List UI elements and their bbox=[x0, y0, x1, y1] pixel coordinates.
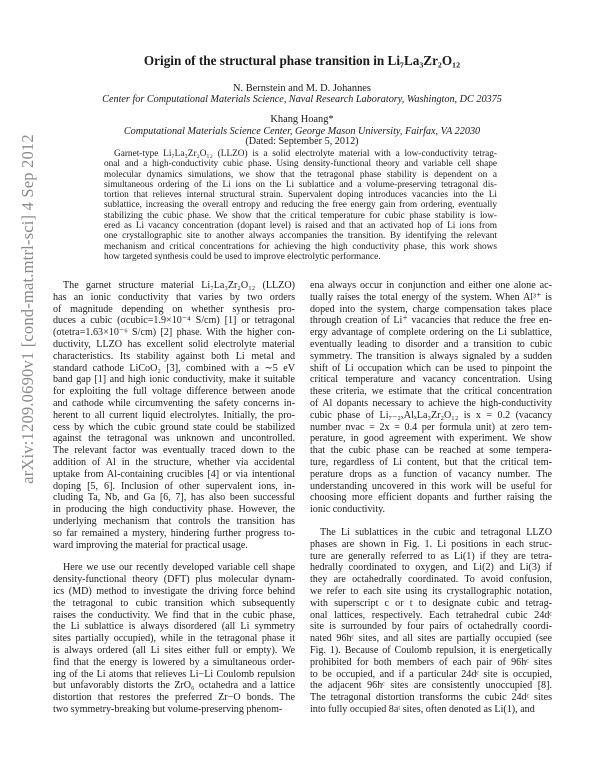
text-line: into fully occupied 8aᵗ sites, often denoted as Li(1), and bbox=[310, 703, 535, 715]
text-line: is always ordered (all Li sites either full or empty). We bbox=[53, 644, 295, 656]
text-line: site is surrounded by four pairs of octahedrally coordi- bbox=[310, 621, 552, 633]
affiliation-1: Center for Computational Materials Science, Naval Research Laboratory, Washington, DC 20375 bbox=[102, 94, 502, 105]
text-line: how targeted synthesis could be used to improve electrolytic performance. bbox=[104, 251, 381, 262]
text-line: mechanism and critical concentrations for achieving the high conductivity phase, this work shows bbox=[104, 241, 497, 252]
text-line: ionic conductivity. bbox=[310, 504, 386, 516]
text-line: The Li sublattices in the cubic and tetragonal LLZO bbox=[320, 526, 552, 538]
text-line: The garnet structure material Li₇La₃Zr₂O₁₂ (LLZO) bbox=[63, 280, 295, 291]
text-line: sublattice, increasing the overall entropy and reducing the free energy gain from ordering, eventually bbox=[104, 200, 497, 211]
text-line: in producing the high conductivity phase. However, the bbox=[53, 504, 295, 516]
paragraph bbox=[310, 280, 552, 516]
text-line: cubic phase of Li₇₋₂ₓAlₓLa₃Zr₂O₁₂ is x = 0.2 (vacancy bbox=[310, 409, 552, 421]
text-line: two symmetry-breaking but volume-preserving phenom- bbox=[53, 703, 283, 715]
text-line: ics (MD) method to investigate the driving force behind bbox=[53, 585, 295, 597]
text-line: choosing more efficient dopants and further raising the bbox=[310, 492, 552, 504]
text-line: the Li sublattice is always disordered (all Li symmetry bbox=[53, 621, 295, 633]
text-line: ered as Li vacancy concentration (dopant level) is raised and that an activated hop of Li ions from bbox=[104, 221, 497, 232]
text-line: onal lattices, respectively. Each tetrahedral cubic 24dᶜ bbox=[310, 609, 552, 621]
text-line: ena always occur in conjunction and either one alone ac- bbox=[310, 280, 552, 291]
paragraph bbox=[53, 280, 295, 551]
text-line: they are octahedrally coordinated. To avoid confusion, bbox=[310, 574, 552, 586]
text-line: prohibited for both members of each pair of 96hᶜ sites bbox=[310, 656, 552, 668]
text-line: duces a cubic (σcubic=1.9×10⁻⁴ S/cm) [1] or tetragonal bbox=[53, 315, 295, 327]
text-line: tortion that relieves internal structural strain. Supervalent doping introduces vacancies into the Li bbox=[104, 190, 497, 201]
text-line: symmetry. The transition is always signaled by a sudden bbox=[310, 350, 552, 362]
text-line: Garnet-type Li₇La₃Zr₂O₁₂ (LLZO) is a solid electrolyte material with a low-conductivity tetrag- bbox=[114, 149, 497, 159]
text-line: characteristics. Its stability against both Li metal and bbox=[53, 350, 295, 362]
text-line: addition of Al in the structure, whether via accidental bbox=[53, 456, 295, 468]
text-line: hedrally coordinated to oxygen, and Li(2) and Li(3) if bbox=[310, 562, 552, 574]
text-line: perature, in good agreement with experiment. We show bbox=[310, 433, 552, 445]
text-line: with superscript c or t to designate cubic and tetrag- bbox=[310, 597, 552, 609]
text-line: herent to all current liquid electrolytes. Initially, the pro- bbox=[53, 409, 295, 421]
text-line: stabilizing the cubic phase. We show that the critical temperature for cubic phase stability is low- bbox=[104, 210, 497, 221]
text-line: number nvac = 2x = 0.4 per formula unit) at zero tem- bbox=[310, 421, 552, 433]
text-line: against the tetragonal was unknown and uncontrolled. bbox=[53, 433, 295, 445]
text-line: ing of the Li atoms that relieves Li−Li Coulomb repulsion bbox=[53, 668, 295, 680]
text-line: band gap [1] and high ionic conductivity, make it suitable bbox=[53, 374, 295, 386]
authors-2: Khang Hoang* bbox=[270, 114, 334, 125]
abstract bbox=[104, 149, 497, 262]
affiliation-2: Computational Materials Science Center, George Mason University, Fairfax, VA 22030 bbox=[123, 126, 481, 137]
text-line: of magnitude depending on whether synthesis pro- bbox=[53, 303, 295, 315]
text-line: The tetragonal distortion transforms the cubic 24dᶜ sites bbox=[310, 692, 552, 704]
text-line: for exploiting the full voltage difference between anode bbox=[53, 386, 295, 398]
text-line: distortion that restores the preferred Zr−O bonds. The bbox=[53, 692, 295, 704]
text-line: Here we use our recently developed variable cell shape bbox=[63, 562, 295, 574]
text-line: ergy advantage of complete ordering on the Li sublattice, bbox=[310, 327, 552, 339]
text-line: ture are generally referred to as Li(1) if they are tetra- bbox=[310, 550, 552, 562]
text-line: standard cathode LiCoO₂ [3], combined with a ∼5 eV bbox=[53, 362, 295, 374]
date-line: (Dated: September 5, 2012) bbox=[245, 136, 359, 147]
text-line: one crystallographic site to another always accompanies the transition. By identifying the relevant bbox=[104, 231, 497, 242]
text-line: perature drops as a function of vacancy number. The bbox=[310, 468, 552, 480]
arxiv-stamp: arXiv:1209.0690v1 [cond-mat.mtrl-sci] 4 Sep 2012 bbox=[18, 134, 37, 484]
text-line: density-functional theory (DFT) plus molecular dynam- bbox=[53, 574, 295, 586]
text-line: ductivity, LLZO has excellent solid electrolyte material bbox=[53, 338, 295, 350]
text-line: onal and a high-conductivity cubic phase. Using density-functional theory and variable cell shape bbox=[104, 159, 497, 170]
text-line: of Al dopants necessary to achieve the high-conductivity bbox=[310, 397, 552, 409]
text-line: simultaneous ordering of the Li ions on the Li sublattice and a volume-preserving tetragonal dis- bbox=[104, 179, 497, 190]
text-line: critical temperature and vacancy concentration. Using bbox=[310, 374, 552, 386]
text-line: and cathode while circumventing the safety concerns in- bbox=[53, 397, 295, 409]
text-line: nated 96hᶜ sites, and all sites are partially occupied (see bbox=[310, 633, 552, 645]
text-line: through creation of Li⁺ vacancies that reduce the free en- bbox=[310, 315, 552, 327]
text-line: uptake from Al-containing crucibles [4] or via intentional bbox=[53, 468, 295, 480]
text-line: sites partially occupied), while in the tetragonal phase it bbox=[53, 633, 295, 645]
text-line: that the cubic phase can be reached at some tempera- bbox=[310, 445, 552, 457]
text-line: (σtetra=1.63×10⁻⁶ S/cm) [2] phase. With the higher con- bbox=[53, 327, 295, 339]
text-line: doped into the system, charge compensation takes place bbox=[310, 303, 552, 315]
text-line: the adjacent 96hᶜ sites are consistently unoccupied [8]. bbox=[310, 680, 552, 692]
left-column bbox=[53, 280, 295, 716]
text-line: these criteria, we estimate that the critical concentration bbox=[310, 386, 552, 398]
text-line: phases are shown in Fig. 1. Li positions in each struc- bbox=[310, 538, 552, 550]
text-line: to be occupied, and if a particular 24dᶜ site is occupied, bbox=[310, 668, 552, 680]
text-line: The relevant factor was eventually traced down to the bbox=[53, 445, 295, 457]
text-line: so far remained a mystery, hindering further progress to- bbox=[53, 527, 295, 539]
text-line: tually raises the total energy of the system. When Al³⁺ is bbox=[310, 291, 552, 303]
text-line: understanding uncovered in this work will be useful for bbox=[310, 480, 552, 492]
text-line: eventually leading to disorder and a transition to cubic bbox=[310, 338, 552, 350]
text-line: the tetragonal to cubic transition which subsequently bbox=[53, 597, 295, 609]
text-line: shift of Li occupation which can be used to pinpoint the bbox=[310, 362, 552, 374]
text-line: cluding Ta, Nb, and Ga [6, 7], has also been successful bbox=[53, 492, 295, 504]
text-line: doping [5, 6]. Inclusion of other supervalent ions, in- bbox=[53, 480, 295, 492]
right-column bbox=[310, 280, 552, 716]
text-line: ture, regardless of Li content, but that the critical tem- bbox=[310, 456, 552, 468]
text-line: underlying mechanism that controls the transition has bbox=[53, 515, 295, 527]
paragraph bbox=[310, 527, 552, 716]
text-line: ward improving the material for practical usage. bbox=[53, 539, 248, 551]
text-line: find that the energy is lowered by a simultaneous order- bbox=[53, 656, 295, 668]
text-line: molecular dynamics simulations, we show that the tetragonal phase stability is dependent on a bbox=[104, 169, 497, 180]
text-line: cess by which the cubic ground state could be stabilized bbox=[53, 421, 295, 433]
text-line: Fig. 1). Because of Coulomb repulsion, it is energetically bbox=[310, 644, 552, 656]
text-line: but unfavorably distorts the ZrO₆ octahedra and a lattice bbox=[53, 680, 295, 692]
paragraph bbox=[53, 562, 295, 715]
authors-1: N. Bernstein and M. D. Johannes bbox=[233, 83, 371, 94]
text-line: has an ionic conductivity that varies by two orders bbox=[53, 291, 295, 303]
text-line: raises the conductivity. We find that in the cubic phase, bbox=[53, 609, 295, 621]
paper-title: Origin of the structural phase transition in Li₇La₃Zr₂O₁₂ bbox=[143, 53, 461, 68]
text-line: we refer to each site using its crystallographic notation, bbox=[310, 585, 552, 597]
